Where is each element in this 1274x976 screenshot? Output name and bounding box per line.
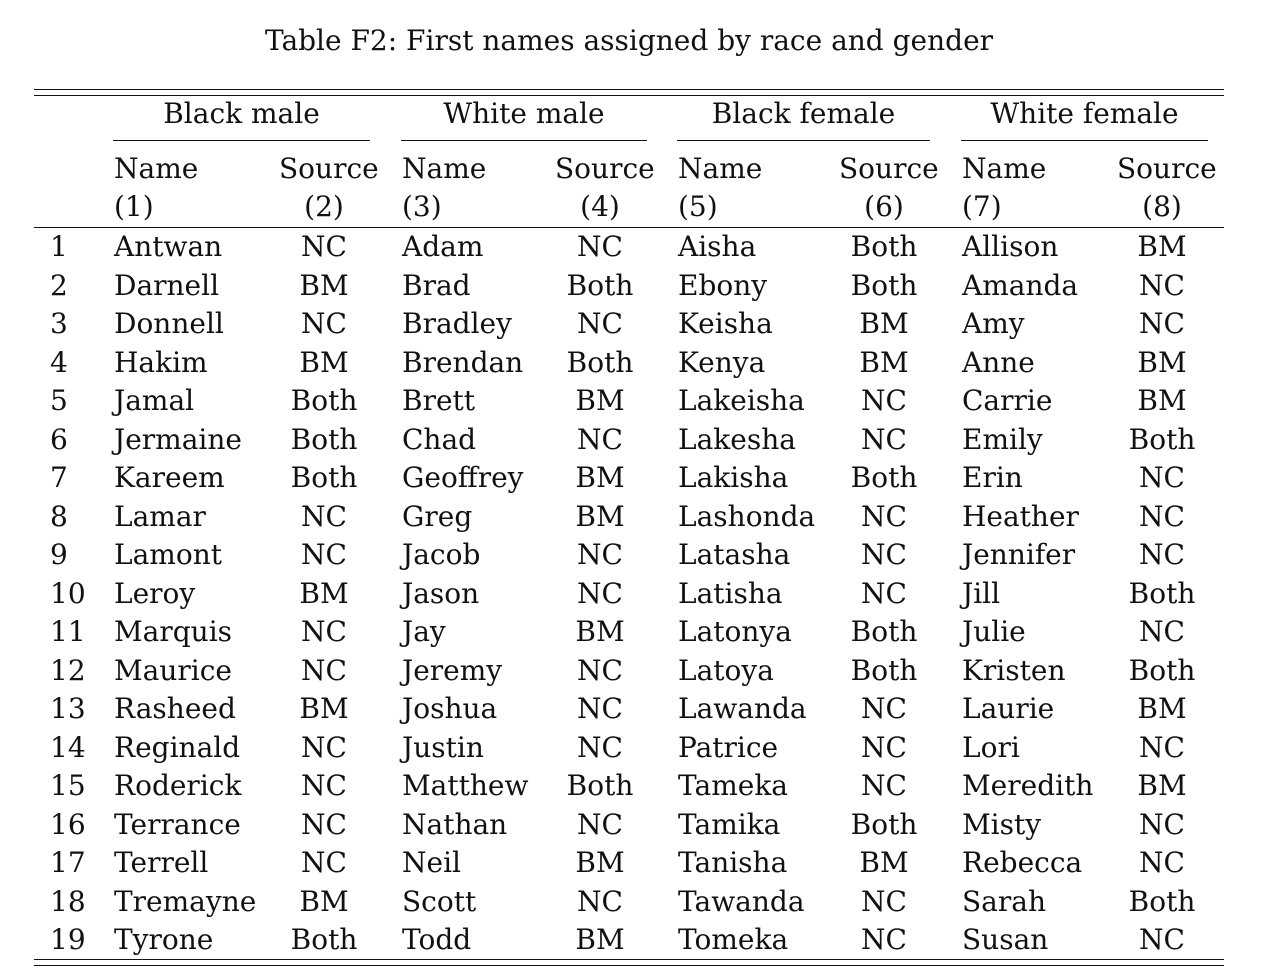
white-female-name: Lori: [962, 730, 1020, 764]
black-female-source: NC: [861, 769, 907, 802]
black-male-source: NC: [301, 307, 347, 340]
white-female-name: Meredith: [962, 769, 1094, 802]
white-male-name: Nathan: [402, 807, 508, 841]
black-male-name: Tremayne: [114, 884, 257, 918]
white-female-source: Both: [1128, 422, 1196, 456]
white-female-source: NC: [1139, 615, 1185, 648]
row-number: 11: [50, 615, 86, 648]
subheader-number-6: (6): [864, 190, 904, 223]
row-number: 17: [50, 846, 86, 879]
white-female-source: BM: [1137, 345, 1187, 379]
white-female-source: NC: [1139, 499, 1185, 533]
subheader-label-6: Source: [839, 152, 939, 185]
white-female-source: BM: [1137, 769, 1187, 802]
white-female-source: BM: [1137, 230, 1187, 263]
white-male-name: Brendan: [402, 345, 524, 379]
black-female-name: Tanisha: [678, 846, 788, 879]
subheader-number-5: (5): [678, 190, 718, 223]
black-female-name: Tamika: [678, 807, 781, 841]
black-female-source: NC: [861, 576, 907, 610]
black-male-name: Lamar: [114, 499, 206, 533]
white-male-source: Both: [566, 769, 634, 802]
black-female-source: NC: [861, 422, 907, 456]
black-female-source: Both: [850, 230, 918, 263]
black-female-source: Both: [850, 807, 918, 841]
black-male-source: NC: [301, 730, 347, 764]
row-number: 19: [50, 923, 86, 956]
white-female-name: Jill: [962, 576, 1001, 610]
black-female-source: Both: [850, 653, 918, 687]
white-male-name: Scott: [402, 884, 477, 918]
white-male-source: BM: [575, 384, 625, 417]
black-male-source: NC: [301, 653, 347, 687]
black-female-name: Patrice: [678, 730, 779, 764]
subheader-number-1: (1): [114, 190, 154, 223]
row-number: 9: [50, 538, 68, 571]
bottom-rule-1: [34, 959, 1224, 960]
white-female-source: BM: [1137, 384, 1187, 417]
black-male-name: Leroy: [114, 576, 196, 610]
black-male-name: Marquis: [114, 615, 233, 648]
subheader-number-7: (7): [962, 190, 1002, 223]
subheader-label-2: Source: [279, 152, 379, 185]
white-female-source: Both: [1128, 576, 1196, 610]
row-number: 18: [50, 884, 86, 918]
white-female-name: Heather: [962, 499, 1079, 533]
white-female-name: Susan: [962, 923, 1049, 956]
row-number: 10: [50, 576, 86, 610]
black-male-source: Both: [290, 422, 358, 456]
black-female-source: Both: [850, 268, 918, 302]
subheader-label-1: Name: [114, 152, 199, 185]
row-number: 3: [50, 307, 68, 340]
black-male-source: NC: [301, 807, 347, 841]
subheader-label-4: Source: [555, 152, 655, 185]
white-female-source: Both: [1128, 884, 1196, 918]
white-female-name: Rebecca: [962, 846, 1083, 879]
black-female-name: Keisha: [678, 307, 773, 340]
black-female-name: Ebony: [678, 268, 768, 302]
black-male-source: NC: [301, 615, 347, 648]
black-female-name: Kenya: [678, 345, 766, 379]
row-number: 8: [50, 499, 68, 533]
group-rule-white-male: [401, 140, 647, 141]
white-male-source: NC: [577, 538, 623, 571]
white-male-name: Geoffrey: [402, 461, 524, 494]
black-female-source: BM: [859, 846, 909, 879]
white-female-name: Julie: [962, 615, 1026, 648]
black-male-name: Terrell: [114, 846, 209, 879]
row-number: 7: [50, 461, 68, 494]
white-female-name: Amy: [962, 307, 1025, 340]
black-female-name: Lakisha: [678, 461, 789, 494]
white-male-source: NC: [577, 653, 623, 687]
white-male-name: Jeremy: [402, 653, 503, 687]
white-female-name: Misty: [962, 807, 1042, 841]
black-male-name: Hakim: [114, 345, 208, 379]
row-number: 5: [50, 384, 68, 417]
black-male-name: Donnell: [114, 307, 224, 340]
subheader-label-7: Name: [962, 152, 1047, 185]
subheader-label-5: Name: [678, 152, 763, 185]
white-male-name: Adam: [402, 230, 484, 263]
white-male-source: NC: [577, 576, 623, 610]
black-female-source: NC: [861, 538, 907, 571]
black-female-name: Lakeisha: [678, 384, 805, 417]
group-rule-black-female: [677, 140, 930, 141]
black-male-name: Tyrone: [114, 923, 214, 956]
black-male-name: Lamont: [114, 538, 222, 571]
black-female-source: Both: [850, 461, 918, 494]
black-female-source: BM: [859, 345, 909, 379]
black-male-name: Terrance: [114, 807, 241, 841]
white-male-name: Brett: [402, 384, 476, 417]
group-header-black-male: Black male: [163, 97, 320, 130]
white-female-source: NC: [1139, 730, 1185, 764]
white-male-source: BM: [575, 846, 625, 879]
white-female-name: Laurie: [962, 692, 1055, 725]
black-male-name: Maurice: [114, 653, 232, 687]
row-number: 12: [50, 653, 86, 687]
white-male-source: NC: [577, 730, 623, 764]
white-male-source: NC: [577, 884, 623, 918]
white-female-name: Carrie: [962, 384, 1053, 417]
black-male-name: Kareem: [114, 461, 225, 494]
white-male-name: Justin: [402, 730, 484, 764]
row-number: 13: [50, 692, 86, 725]
white-female-source: Both: [1128, 653, 1196, 687]
black-male-name: Jamal: [114, 384, 195, 417]
white-male-name: Jay: [402, 615, 446, 648]
black-female-source: NC: [861, 499, 907, 533]
white-male-name: Brad: [402, 268, 471, 302]
white-female-source: NC: [1139, 923, 1185, 956]
white-female-source: NC: [1139, 846, 1185, 879]
row-number: 1: [50, 230, 68, 263]
black-female-name: Lashonda: [678, 499, 816, 533]
black-female-source: BM: [859, 307, 909, 340]
group-rule-white-female: [961, 140, 1208, 141]
subheader-label-8: Source: [1117, 152, 1217, 185]
subheader-number-3: (3): [402, 190, 442, 223]
white-male-source: BM: [575, 923, 625, 956]
black-female-name: Latoya: [678, 653, 774, 687]
black-male-source: BM: [299, 884, 349, 918]
black-female-source: Both: [850, 615, 918, 648]
white-female-name: Sarah: [962, 884, 1046, 918]
white-female-name: Erin: [962, 461, 1023, 494]
black-male-source: Both: [290, 384, 358, 417]
subheader-label-3: Name: [402, 152, 487, 185]
black-male-source: NC: [301, 769, 347, 802]
black-male-source: NC: [301, 538, 347, 571]
row-number: 4: [50, 345, 68, 379]
group-header-black-female: Black female: [711, 97, 896, 130]
white-female-name: Kristen: [962, 653, 1066, 687]
black-male-source: BM: [299, 345, 349, 379]
group-header-white-female: White female: [990, 97, 1179, 130]
black-female-name: Lakesha: [678, 422, 796, 456]
white-male-name: Bradley: [402, 307, 512, 340]
white-female-source: NC: [1139, 307, 1185, 340]
row-number: 6: [50, 422, 68, 456]
white-female-source: NC: [1139, 268, 1185, 302]
row-number: 14: [50, 730, 86, 764]
black-female-name: Aisha: [678, 230, 757, 263]
black-male-source: NC: [301, 230, 347, 263]
white-female-source: NC: [1139, 807, 1185, 841]
black-female-source: NC: [861, 384, 907, 417]
white-male-source: NC: [577, 307, 623, 340]
white-female-name: Emily: [962, 422, 1043, 456]
table-caption: Table F2: First names assigned by race and gender: [264, 24, 994, 57]
subheader-number-4: (4): [580, 190, 620, 223]
black-male-name: Jermaine: [114, 422, 242, 456]
white-female-source: NC: [1139, 538, 1185, 571]
white-male-source: Both: [566, 345, 634, 379]
subheader-number-2: (2): [304, 190, 344, 223]
black-male-source: BM: [299, 268, 349, 302]
white-male-source: NC: [577, 807, 623, 841]
black-male-source: NC: [301, 846, 347, 879]
black-male-source: BM: [299, 692, 349, 725]
top-rule-1: [34, 89, 1224, 90]
white-male-source: Both: [566, 268, 634, 302]
black-female-name: Tawanda: [678, 884, 805, 918]
black-male-source: BM: [299, 576, 349, 610]
white-male-source: NC: [577, 692, 623, 725]
black-female-source: NC: [861, 884, 907, 918]
white-male-name: Jacob: [402, 538, 481, 571]
black-female-name: Latisha: [678, 576, 783, 610]
white-male-source: NC: [577, 422, 623, 456]
white-male-source: BM: [575, 461, 625, 494]
black-female-source: NC: [861, 730, 907, 764]
black-female-source: NC: [861, 923, 907, 956]
white-female-name: Anne: [962, 345, 1035, 379]
white-male-source: BM: [575, 615, 625, 648]
black-female-name: Latasha: [678, 538, 791, 571]
white-male-name: Joshua: [402, 692, 498, 725]
bottom-rule-2: [34, 965, 1224, 966]
white-male-source: BM: [575, 499, 625, 533]
black-male-name: Reginald: [114, 730, 241, 764]
black-male-source: Both: [290, 923, 358, 956]
row-number: 15: [50, 769, 86, 802]
white-female-source: NC: [1139, 461, 1185, 494]
group-header-white-male: White male: [443, 97, 605, 130]
black-female-source: NC: [861, 692, 907, 725]
row-number: 2: [50, 268, 68, 302]
white-female-name: Amanda: [962, 268, 1079, 302]
white-male-name: Matthew: [402, 769, 529, 802]
black-male-source: Both: [290, 461, 358, 494]
white-male-name: Greg: [402, 499, 473, 533]
group-rule-black-male: [113, 140, 370, 141]
subheader-number-8: (8): [1142, 190, 1182, 223]
black-female-name: Lawanda: [678, 692, 807, 725]
black-male-name: Rasheed: [114, 692, 236, 725]
white-male-name: Chad: [402, 422, 477, 456]
white-female-name: Allison: [962, 230, 1059, 263]
black-male-name: Darnell: [114, 268, 220, 302]
white-male-name: Neil: [402, 846, 461, 879]
black-female-name: Tomeka: [678, 923, 789, 956]
black-male-name: Roderick: [114, 769, 242, 802]
white-male-name: Jason: [402, 576, 480, 610]
white-female-source: BM: [1137, 692, 1187, 725]
black-male-source: NC: [301, 499, 347, 533]
white-male-source: NC: [577, 230, 623, 263]
white-male-name: Todd: [402, 923, 472, 956]
black-female-name: Latonya: [678, 615, 792, 648]
white-female-name: Jennifer: [962, 538, 1076, 571]
black-male-name: Antwan: [114, 230, 223, 263]
black-female-name: Tameka: [678, 769, 788, 802]
row-number: 16: [50, 807, 86, 841]
